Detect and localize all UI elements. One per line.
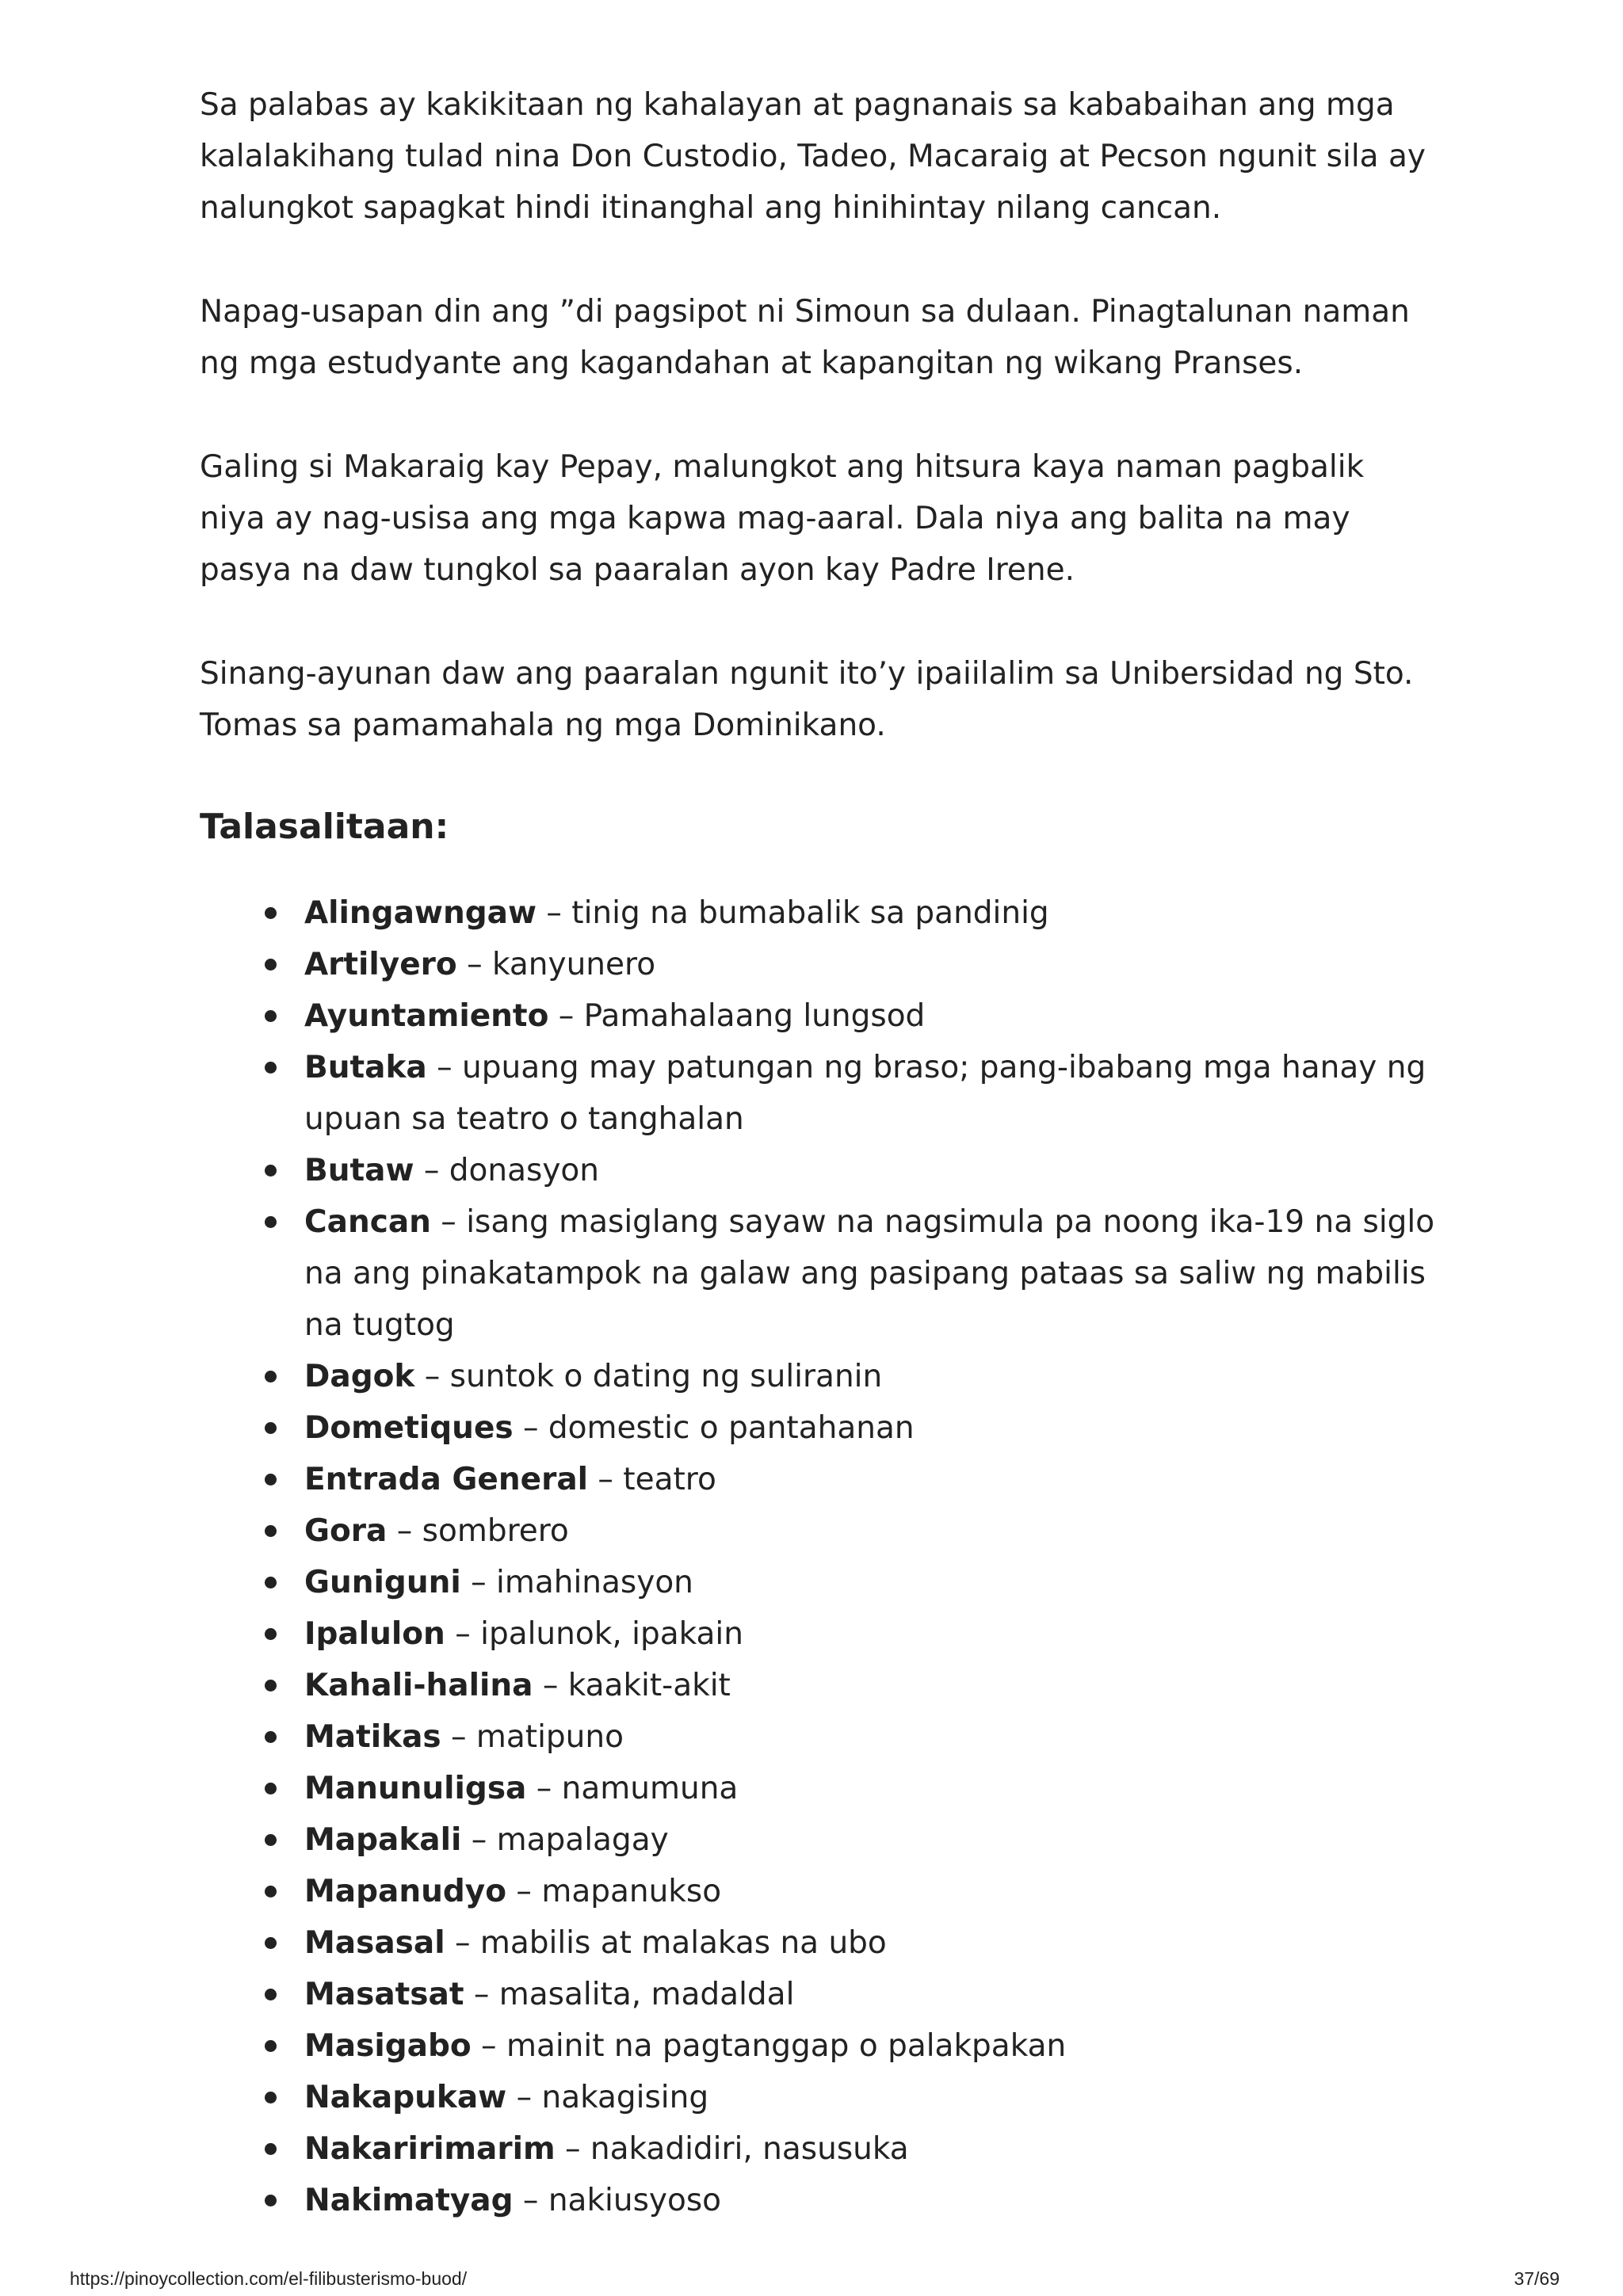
bullet-icon — [265, 1989, 277, 2000]
glossary-term: Butaka — [304, 1050, 427, 1085]
glossary-item — [304, 1608, 1436, 1660]
paragraph: Sa palabas ay kakikitaan ng kahalayan at pagnanais sa kababaihan ang mga kalalakihang tulad nina Don Custodio, Tadeo, Macaraig at Pecson ngunit sila ay nalungkot sapagkat hindi itinanghal ang hinihintay nilang cancan. — [200, 87, 1426, 226]
glossary-item — [304, 1402, 1436, 1454]
glossary-term: Guniguni — [304, 1565, 461, 1600]
glossary-term: Nakapukaw — [304, 2080, 507, 2115]
glossary-item — [304, 2175, 1436, 2226]
glossary-item — [304, 1917, 1436, 1969]
section-heading: Talasalitaan: — [200, 807, 449, 847]
glossary-definition: – suntok o dating ng suliranin — [414, 1359, 883, 1394]
glossary-definition: – matipuno — [441, 1719, 624, 1755]
glossary-term: Dagok — [304, 1359, 415, 1394]
bullet-icon — [265, 1628, 277, 1640]
glossary-term: Nakaririmarim — [304, 2131, 556, 2167]
bullet-icon — [265, 1525, 277, 1537]
glossary-item — [304, 1454, 1436, 1505]
glossary-definition: – nakadidiri, nasusuka — [555, 2131, 909, 2167]
glossary-term: Dometiques — [304, 1410, 514, 1446]
glossary-definition: – sombrero — [387, 1513, 569, 1549]
glossary-definition: – imahinasyon — [460, 1565, 693, 1600]
glossary-term: Ayuntamiento — [304, 998, 549, 1034]
glossary-definition: – tinig na bumabalik sa pandinig — [536, 895, 1049, 931]
glossary-definition: – kaakit-akit — [533, 1668, 731, 1703]
bullet-icon — [265, 2143, 277, 2155]
bullet-icon — [265, 959, 277, 971]
glossary-term: Manunuligsa — [304, 1771, 527, 1806]
glossary-definition: – masalita, madaldal — [464, 1977, 795, 2012]
bullet-icon — [265, 1216, 277, 1228]
glossary-item — [304, 1557, 1436, 1608]
bullet-icon — [265, 1937, 277, 1949]
glossary-definition: – domestic o pantahanan — [513, 1410, 915, 1446]
glossary-term: Entrada General — [304, 1462, 589, 1497]
bullet-icon — [265, 1474, 277, 1486]
glossary-definition: – nakiusyoso — [513, 2183, 722, 2218]
glossary-item — [304, 887, 1436, 939]
glossary-item — [304, 2072, 1436, 2123]
bullet-icon — [265, 1783, 277, 1794]
glossary-item — [304, 1196, 1436, 1351]
glossary-definition: – kanyunero — [456, 947, 656, 982]
footer-url[interactable]: https://pinoycollection.com/el-filibusterismo-buod/ — [70, 2268, 468, 2289]
glossary-term: Nakimatyag — [304, 2183, 514, 2218]
bullet-icon — [265, 1834, 277, 1846]
glossary-item — [304, 1505, 1436, 1557]
glossary-list — [200, 887, 1436, 2226]
glossary-definition: – mabilis at malakas na ubo — [445, 1925, 887, 1961]
glossary-item — [304, 1660, 1436, 1711]
glossary-term: Masigabo — [304, 2028, 472, 2064]
paragraph: Galing si Makaraig kay Pepay, malungkot ang hitsura kaya naman pagbalik niya ay nag-usisa ang mga kapwa mag-aaral. Dala niya ang balita na may pasya na daw tungkol sa paaralan ayon kay Padre Irene. — [200, 449, 1365, 588]
glossary-item — [304, 990, 1436, 1042]
glossary-term: Gora — [304, 1513, 388, 1549]
glossary-definition: – teatro — [588, 1462, 716, 1497]
glossary-term: Alingawngaw — [304, 895, 537, 931]
article-body — [200, 79, 1436, 2226]
paragraph: Napag-usapan din ang ”di pagsipot ni Simoun sa dulaan. Pinagtalunan naman ng mga estudyante ang kagandahan at kapangitan ng wikang Pranses. — [200, 294, 1410, 381]
bullet-icon — [265, 1886, 277, 1897]
glossary-term: Cancan — [304, 1204, 431, 1240]
footer-page-number: 37/69 — [1514, 2268, 1560, 2289]
glossary-item — [304, 1711, 1436, 1763]
glossary-definition: – mainit na pagtanggap o palakpakan — [471, 2028, 1067, 2064]
glossary-definition: – Pamahalaang lungsod — [548, 998, 926, 1034]
glossary-term: Kahali-halina — [304, 1668, 533, 1703]
bullet-icon — [265, 1371, 277, 1383]
glossary-term: Mapakali — [304, 1822, 462, 1858]
glossary-item — [304, 2020, 1436, 2072]
bullet-icon — [265, 2040, 277, 2052]
glossary-term: Ipalulon — [304, 1616, 445, 1652]
glossary-item — [304, 1969, 1436, 2020]
bullet-icon — [265, 1577, 277, 1589]
bullet-icon — [265, 907, 277, 919]
glossary-item — [304, 939, 1436, 990]
bullet-icon — [265, 1165, 277, 1177]
glossary-definition: – ipalunok, ipakain — [445, 1616, 743, 1652]
glossary-term: Artilyero — [304, 947, 457, 982]
glossary-item — [304, 1042, 1436, 1145]
glossary-item — [304, 1351, 1436, 1402]
glossary-term: Butaw — [304, 1153, 414, 1188]
glossary-definition: – namumuna — [526, 1771, 739, 1806]
glossary-definition: – upuang may patungan ng braso; pang-ibabang mga hanay ng upuan sa teatro o tanghalan — [304, 1050, 1426, 1137]
bullet-icon — [265, 2092, 277, 2103]
glossary-item — [304, 1145, 1436, 1196]
glossary-item — [304, 1814, 1436, 1866]
glossary-definition: – isang masiglang sayaw na nagsimula pa noong ika-19 na siglo na ang pinakatampok na galaw ang pasipang pataas sa saliw ng mabilis na tugtog — [304, 1204, 1435, 1343]
bullet-icon — [265, 1680, 277, 1691]
bullet-icon — [265, 1010, 277, 1022]
glossary-definition: – mapalagay — [461, 1822, 669, 1858]
glossary-definition: – donasyon — [414, 1153, 599, 1188]
glossary-item — [304, 2123, 1436, 2175]
glossary-term: Masasal — [304, 1925, 445, 1961]
bullet-icon — [265, 2195, 277, 2206]
glossary-item — [304, 1763, 1436, 1814]
glossary-item — [304, 1866, 1436, 1917]
bullet-icon — [265, 1062, 277, 1074]
glossary-term: Mapanudyo — [304, 1874, 507, 1909]
glossary-term: Masatsat — [304, 1977, 464, 2012]
glossary-term: Matikas — [304, 1719, 441, 1755]
bullet-icon — [265, 1731, 277, 1743]
paragraph: Sinang-ayunan daw ang paaralan ngunit ito’y ipaiilalim sa Unibersidad ng Sto. Tomas sa pamamahala ng mga Dominikano. — [200, 656, 1414, 743]
bullet-icon — [265, 1422, 277, 1434]
glossary-definition: – nakagising — [506, 2080, 709, 2115]
glossary-definition: – mapanukso — [506, 1874, 722, 1909]
